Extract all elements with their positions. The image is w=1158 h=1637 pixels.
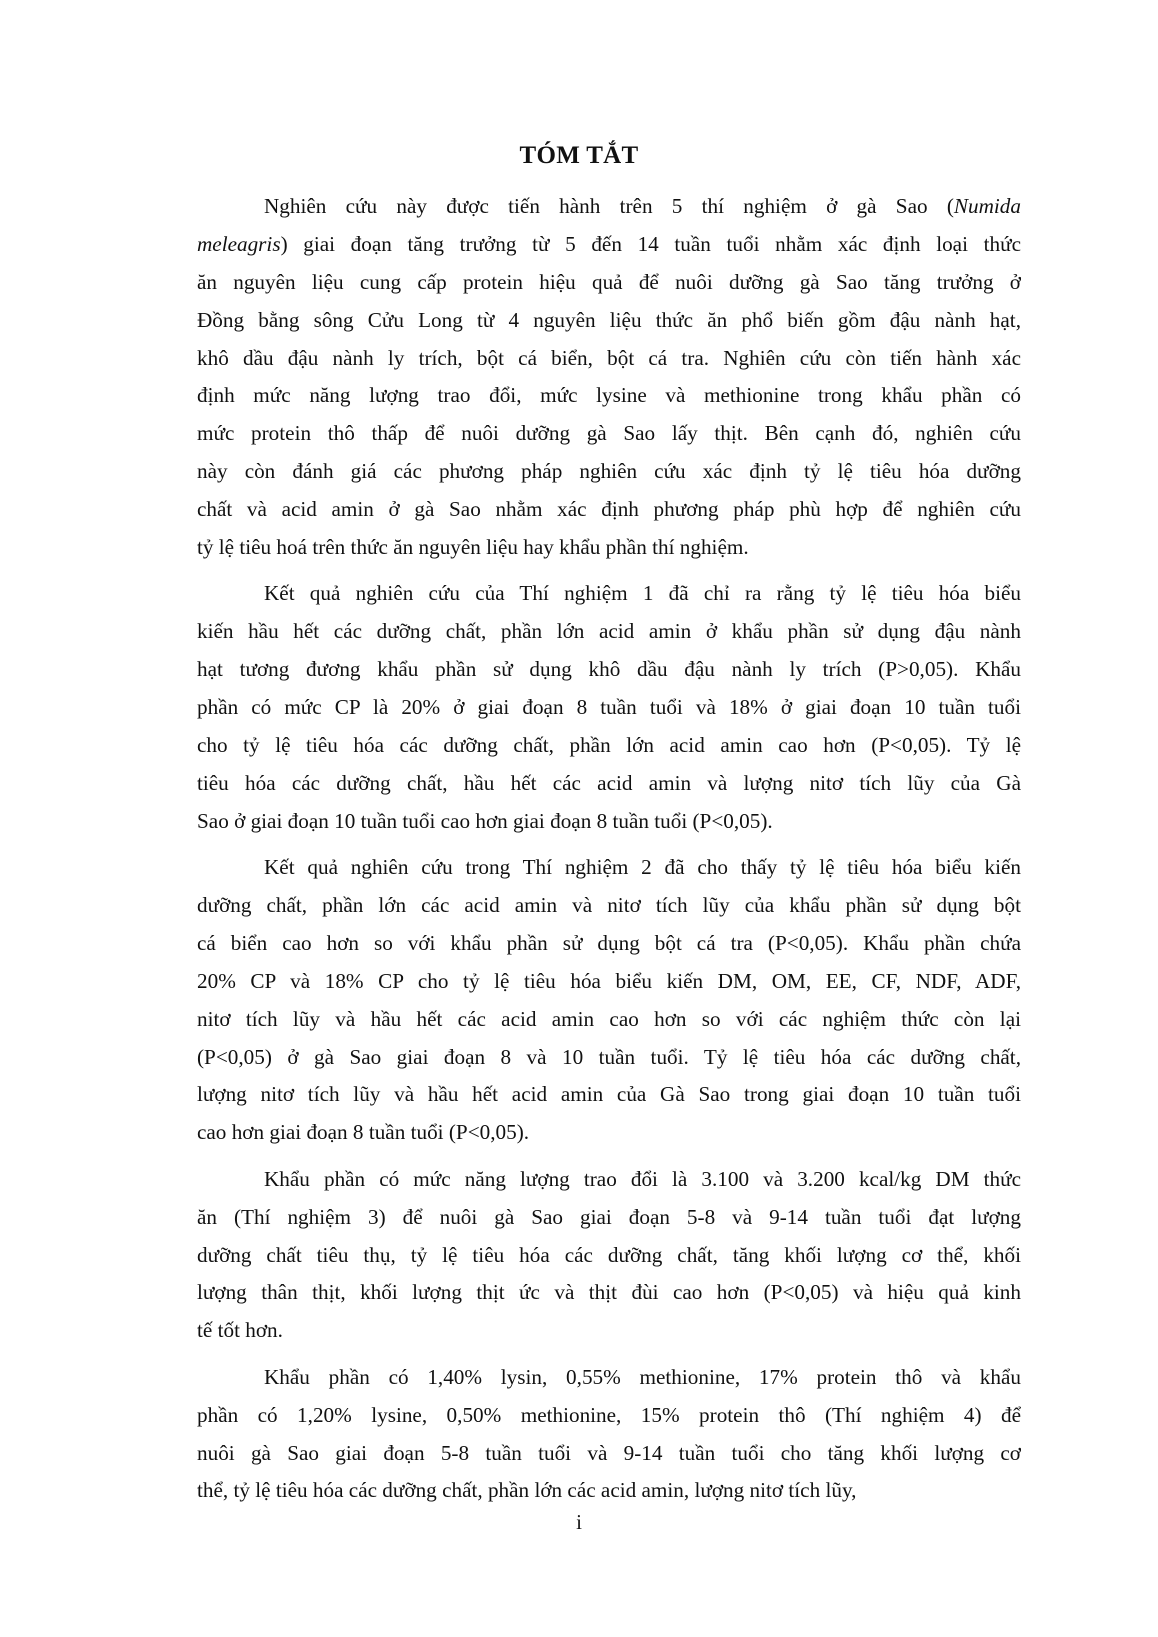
- text-line: [197, 1312, 1021, 1350]
- text-run: tiêu hóa các dưỡng chất, hầu hết các acid amin và lượng nitơ tích lũy của Gà: [197, 770, 1021, 795]
- text-run: (P<0,05) ở gà Sao giai đoạn 8 và 10 tuần tuổi. Tỷ lệ tiêu hóa các dưỡng chất,: [197, 1044, 1021, 1069]
- text-run: cá biển cao hơn so với khẩu phần sử dụng bột cá tra (P<0,05). Khẩu phần chứa: [197, 930, 1021, 955]
- text-line: [197, 803, 1021, 841]
- text-run: hạt tương đương khẩu phần sử dụng khô dầu đậu nành ly trích (P>0,05). Khẩu: [197, 657, 1021, 682]
- text-run: kiến hầu hết các dưỡng chất, phần lớn acid amin ở khẩu phần sử dụng đậu nành: [197, 619, 1021, 644]
- text-line: [197, 575, 1021, 613]
- text-line: [197, 1161, 1021, 1199]
- text-run: Đồng bằng sông Cửu Long từ 4 nguyên liệu thức ăn phổ biến gồm đậu nành hạt,: [197, 307, 1021, 332]
- text-line: [197, 226, 1021, 264]
- text-run: tế tốt hơn.: [197, 1318, 283, 1343]
- text-line: [197, 415, 1021, 453]
- text-line: [197, 1237, 1021, 1275]
- text-run: cho tỷ lệ tiêu hóa các dưỡng chất, phần lớn acid amin cao hơn (P<0,05). Tỷ lệ: [197, 732, 1021, 757]
- text-line: [197, 1472, 1021, 1510]
- text-run: mức protein thô thấp để nuôi dưỡng gà Sao lấy thịt. Bên cạnh đó, nghiên cứu: [197, 421, 1021, 446]
- text-line: [197, 491, 1021, 529]
- text-run: tỷ lệ tiêu hoá trên thức ăn nguyên liệu hay khẩu phần thí nghiệm.: [197, 535, 749, 560]
- paragraph: [197, 849, 1021, 1152]
- text-line: [197, 188, 1021, 226]
- text-run: Khẩu phần có 1,40% lysin, 0,55% methionine, 17% protein thô và khẩu: [264, 1364, 1021, 1389]
- paragraph: [197, 1161, 1021, 1350]
- text-line: [197, 765, 1021, 803]
- text-run: phần có 1,20% lysine, 0,50% methionine, 15% protein thô (Thí nghiệm 4) để: [197, 1402, 1021, 1427]
- text-run: Khẩu phần có mức năng lượng trao đổi là 3.100 và 3.200 kcal/kg DM thức: [264, 1166, 1021, 1191]
- text-line: [197, 302, 1021, 340]
- page-number: i: [576, 1510, 582, 1534]
- text-line: [197, 1039, 1021, 1077]
- text-run: thể, tỷ lệ tiêu hóa các dưỡng chất, phần lớn các acid amin, lượng nitơ tích lũy,: [197, 1478, 857, 1503]
- text-run: dưỡng chất tiêu thụ, tỷ lệ tiêu hóa các dưỡng chất, tăng khối lượng cơ thể, khối: [197, 1242, 1021, 1267]
- text-run: khô dầu đậu nành ly trích, bột cá biển, bột cá tra. Nghiên cứu còn tiến hành xác: [197, 345, 1021, 370]
- text-line: [197, 1359, 1021, 1397]
- text-line: [197, 453, 1021, 491]
- text-line: [197, 849, 1021, 887]
- text-run: Sao ở giai đoạn 10 tuần tuổi cao hơn giai đoạn 8 tuần tuổi (P<0,05).: [197, 808, 773, 833]
- page-title: TÓM TẮT: [519, 142, 639, 169]
- scientific-name: Numida: [953, 194, 1021, 218]
- text-run: nuôi gà Sao giai đoạn 5-8 tuần tuổi và 9-14 tuần tuổi cho tăng khối lượng cơ: [197, 1440, 1021, 1465]
- text-line: [197, 377, 1021, 415]
- text-line: [197, 727, 1021, 765]
- text-run: 20% CP và 18% CP cho tỷ lệ tiêu hóa biểu kiến DM, OM, EE, CF, NDF, ADF,: [197, 968, 1021, 993]
- text-run: này còn đánh giá các phương pháp nghiên cứu xác định tỷ lệ tiêu hóa dưỡng: [197, 459, 1021, 484]
- text-line: [197, 1076, 1021, 1114]
- text-line: [197, 1114, 1021, 1152]
- text-run: định mức năng lượng trao đổi, mức lysine và methionine trong khẩu phần có: [197, 383, 1021, 408]
- text-line: [197, 925, 1021, 963]
- text-line: [197, 887, 1021, 925]
- paragraph: [197, 188, 1021, 567]
- text-line: [197, 1397, 1021, 1435]
- text-line: [197, 264, 1021, 302]
- text-line: [197, 963, 1021, 1001]
- text-run: Kết quả nghiên cứu của Thí nghiệm 1 đã chỉ ra rằng tỷ lệ tiêu hóa biểu: [264, 581, 1021, 606]
- text-line: [197, 689, 1021, 727]
- text-line: [197, 1001, 1021, 1039]
- text-run: lượng thân thịt, khối lượng thịt ức và thịt đùi cao hơn (P<0,05) và hiệu quả kinh: [197, 1280, 1021, 1305]
- paragraph: [197, 1359, 1021, 1511]
- text-run: Kết quả nghiên cứu trong Thí nghiệm 2 đã cho thấy tỷ lệ tiêu hóa biểu kiến: [264, 855, 1021, 880]
- text-run: ăn (Thí nghiệm 3) để nuôi gà Sao giai đoạn 5-8 và 9-14 tuần tuổi đạt lượng: [197, 1204, 1021, 1229]
- text-line: [197, 651, 1021, 689]
- text-run: ) giai đoạn tăng trưởng từ 5 đến 14 tuần tuổi nhằm xác định loại thức: [280, 231, 1021, 256]
- text-line: [197, 1435, 1021, 1473]
- text-run: chất và acid amin ở gà Sao nhằm xác định phương pháp phù hợp để nghiên cứu: [197, 497, 1021, 522]
- text-run: dưỡng chất, phần lớn các acid amin và nitơ tích lũy của khẩu phần sử dụng bột: [197, 893, 1021, 918]
- text-run: lượng nitơ tích lũy và hầu hết acid amin của Gà Sao trong giai đoạn 10 tuần tuổi: [197, 1082, 1021, 1107]
- text-line: [197, 1274, 1021, 1312]
- text-line: [197, 613, 1021, 651]
- text-run: nitơ tích lũy và hầu hết các acid amin cao hơn so với các nghiệm thức còn lại: [197, 1006, 1021, 1031]
- text-run: Nghiên cứu này được tiến hành trên 5 thí nghiệm ở gà Sao (: [264, 194, 954, 218]
- text-line: [197, 529, 1021, 567]
- text-line: [197, 340, 1021, 378]
- abstract-body: [197, 188, 1021, 1519]
- text-run: ăn nguyên liệu cung cấp protein hiệu quả để nuôi dưỡng gà Sao tăng trưởng ở: [197, 269, 1021, 294]
- scientific-name: meleagris: [197, 231, 281, 256]
- text-run: phần có mức CP là 20% ở giai đoạn 8 tuần tuổi và 18% ở giai đoạn 10 tuần tuổi: [197, 695, 1021, 720]
- text-line: [197, 1199, 1021, 1237]
- text-run: cao hơn giai đoạn 8 tuần tuổi (P<0,05).: [197, 1120, 530, 1145]
- paragraph: [197, 575, 1021, 840]
